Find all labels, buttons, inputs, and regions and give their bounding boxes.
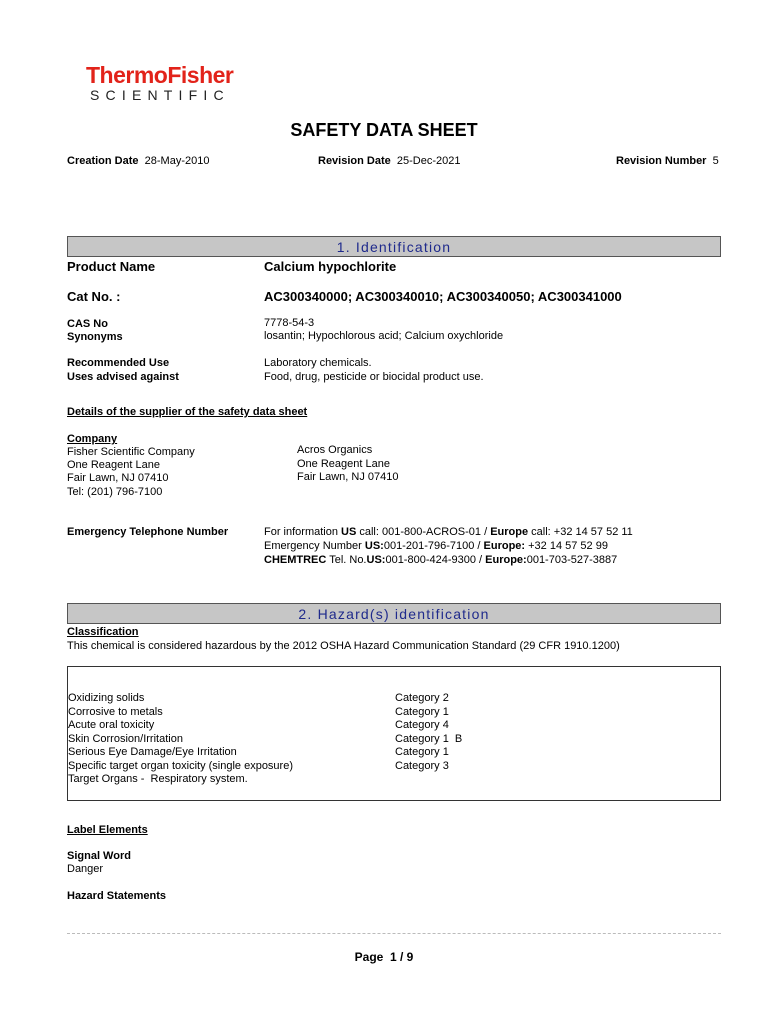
creation-date-label: Creation Date [67, 155, 139, 167]
cat-no-value: AC300340000; AC300340010; AC300340050; AC300341000 [264, 289, 622, 304]
section-1-heading: 1. Identification [67, 236, 721, 257]
em2-text: 001-201-796-7100 / [383, 540, 484, 552]
product-name-label: Product Name [67, 259, 156, 274]
company-phone: Tel: (201) 796-7100 [67, 486, 163, 498]
revision-date [318, 155, 460, 167]
acros-line: One Reagent Lane [297, 458, 390, 470]
revision-date-value: 25-Dec-2021 [396, 155, 461, 167]
hazard-name: Target Organs - Respiratory system. [68, 773, 248, 785]
em1-us: US [341, 526, 357, 538]
hazard-row [68, 706, 720, 720]
revision-number-value: 5 [712, 155, 719, 167]
em2-europe: Europe: [483, 540, 526, 552]
em1-text: For information [264, 526, 342, 538]
emergency-line-2 [264, 540, 608, 552]
em3-europe: Europe: [485, 554, 527, 566]
hazard-row [68, 719, 720, 733]
uses-advised-against-label: Uses advised against [67, 371, 179, 383]
acros-line: Acros Organics [297, 444, 373, 456]
synonyms-label: Synonyms [67, 331, 123, 343]
revision-number [616, 155, 719, 167]
company-line: Fair Lawn, NJ 07410 [67, 472, 169, 484]
cas-no-value: 7778-54-3 [264, 317, 315, 329]
footer-divider [67, 933, 721, 934]
em1-europe: Europe [490, 526, 529, 538]
hazard-row [68, 692, 720, 706]
logo-subtitle: SCIENTIFIC [90, 87, 230, 103]
emergency-phone-label: Emergency Telephone Number [67, 526, 229, 538]
hazard-row [68, 746, 720, 760]
hazard-name: Specific target organ toxicity (single exposure) [68, 759, 293, 772]
signal-word-label: Signal Word [67, 850, 131, 862]
em3-us: US: [366, 554, 386, 566]
label-elements-heading: Label Elements [67, 824, 148, 836]
company-line: One Reagent Lane [67, 459, 160, 471]
document-title: SAFETY DATA SHEET [290, 120, 478, 140]
hazard-name: Skin Corrosion/Irritation [68, 732, 183, 745]
revision-number-label: Revision Number [616, 155, 707, 167]
em1-text: call: +32 14 57 52 11 [528, 526, 633, 538]
em3-chemtrec: CHEMTREC [264, 554, 327, 566]
hazard-category: Category 2 [395, 692, 449, 704]
hazard-category: Category 4 [395, 719, 449, 731]
hazard-category: Category 1 [395, 746, 449, 758]
hazard-row [68, 773, 720, 787]
hazard-category: Category 1 [395, 705, 449, 718]
product-name-value: Calcium hypochlorite [264, 259, 397, 274]
em3-text: 001-800-424-9300 / [385, 554, 486, 566]
cas-no-label: CAS No [67, 318, 108, 330]
section-2-heading: 2. Hazard(s) identification [67, 603, 721, 624]
company-label: Company [67, 433, 118, 445]
uses-advised-against-value: Food, drug, pesticide or biocidal product use. [264, 371, 484, 383]
hazard-row [68, 733, 720, 747]
recommended-use-label: Recommended Use [67, 357, 170, 369]
hazard-list [68, 692, 720, 787]
synonyms-value: losantin; Hypochlorous acid; Calcium oxychloride [264, 330, 504, 342]
hazard-name: Corrosive to metals [68, 705, 163, 718]
classification-text: This chemical is considered hazardous by the 2012 OSHA Hazard Communication Standard (29 CFR 1910.1200) [67, 640, 620, 652]
em3-text: Tel. No. [326, 554, 367, 566]
emergency-line-3 [264, 554, 617, 566]
revision-date-label: Revision Date [318, 155, 391, 167]
hazard-category: Category 1 B [395, 732, 463, 745]
creation-date [67, 155, 209, 167]
hazard-name: Serious Eye Damage/Eye Irritation [68, 746, 237, 758]
em1-text: call: 001-800-ACROS-01 / [356, 526, 491, 538]
em3-text: 001-703-527-3887 [526, 554, 618, 566]
company-line: Fisher Scientific Company [67, 446, 195, 458]
em2-us: US: [364, 540, 384, 552]
creation-date-value: 28-May-2010 [144, 155, 210, 167]
hazard-statements-label: Hazard Statements [67, 890, 167, 902]
supplier-details-heading: Details of the supplier of the safety data sheet [67, 406, 308, 418]
classification-label: Classification [67, 626, 139, 638]
hazard-row [68, 760, 720, 774]
em2-text: +32 14 57 52 99 [525, 540, 608, 552]
emergency-line-1 [264, 526, 633, 538]
hazard-name: Oxidizing solids [68, 692, 145, 704]
em2-text: Emergency Number [264, 540, 365, 552]
recommended-use-value: Laboratory chemicals. [264, 357, 372, 369]
cat-no-label: Cat No. : [67, 289, 121, 304]
acros-line: Fair Lawn, NJ 07410 [297, 471, 399, 483]
thermofisher-logo: ThermoFisher [86, 62, 234, 88]
signal-word-value: Danger [67, 863, 104, 875]
hazard-category: Category 3 [395, 759, 449, 772]
page-number: Page 1 / 9 [354, 950, 414, 964]
hazard-name: Acute oral toxicity [68, 719, 155, 731]
